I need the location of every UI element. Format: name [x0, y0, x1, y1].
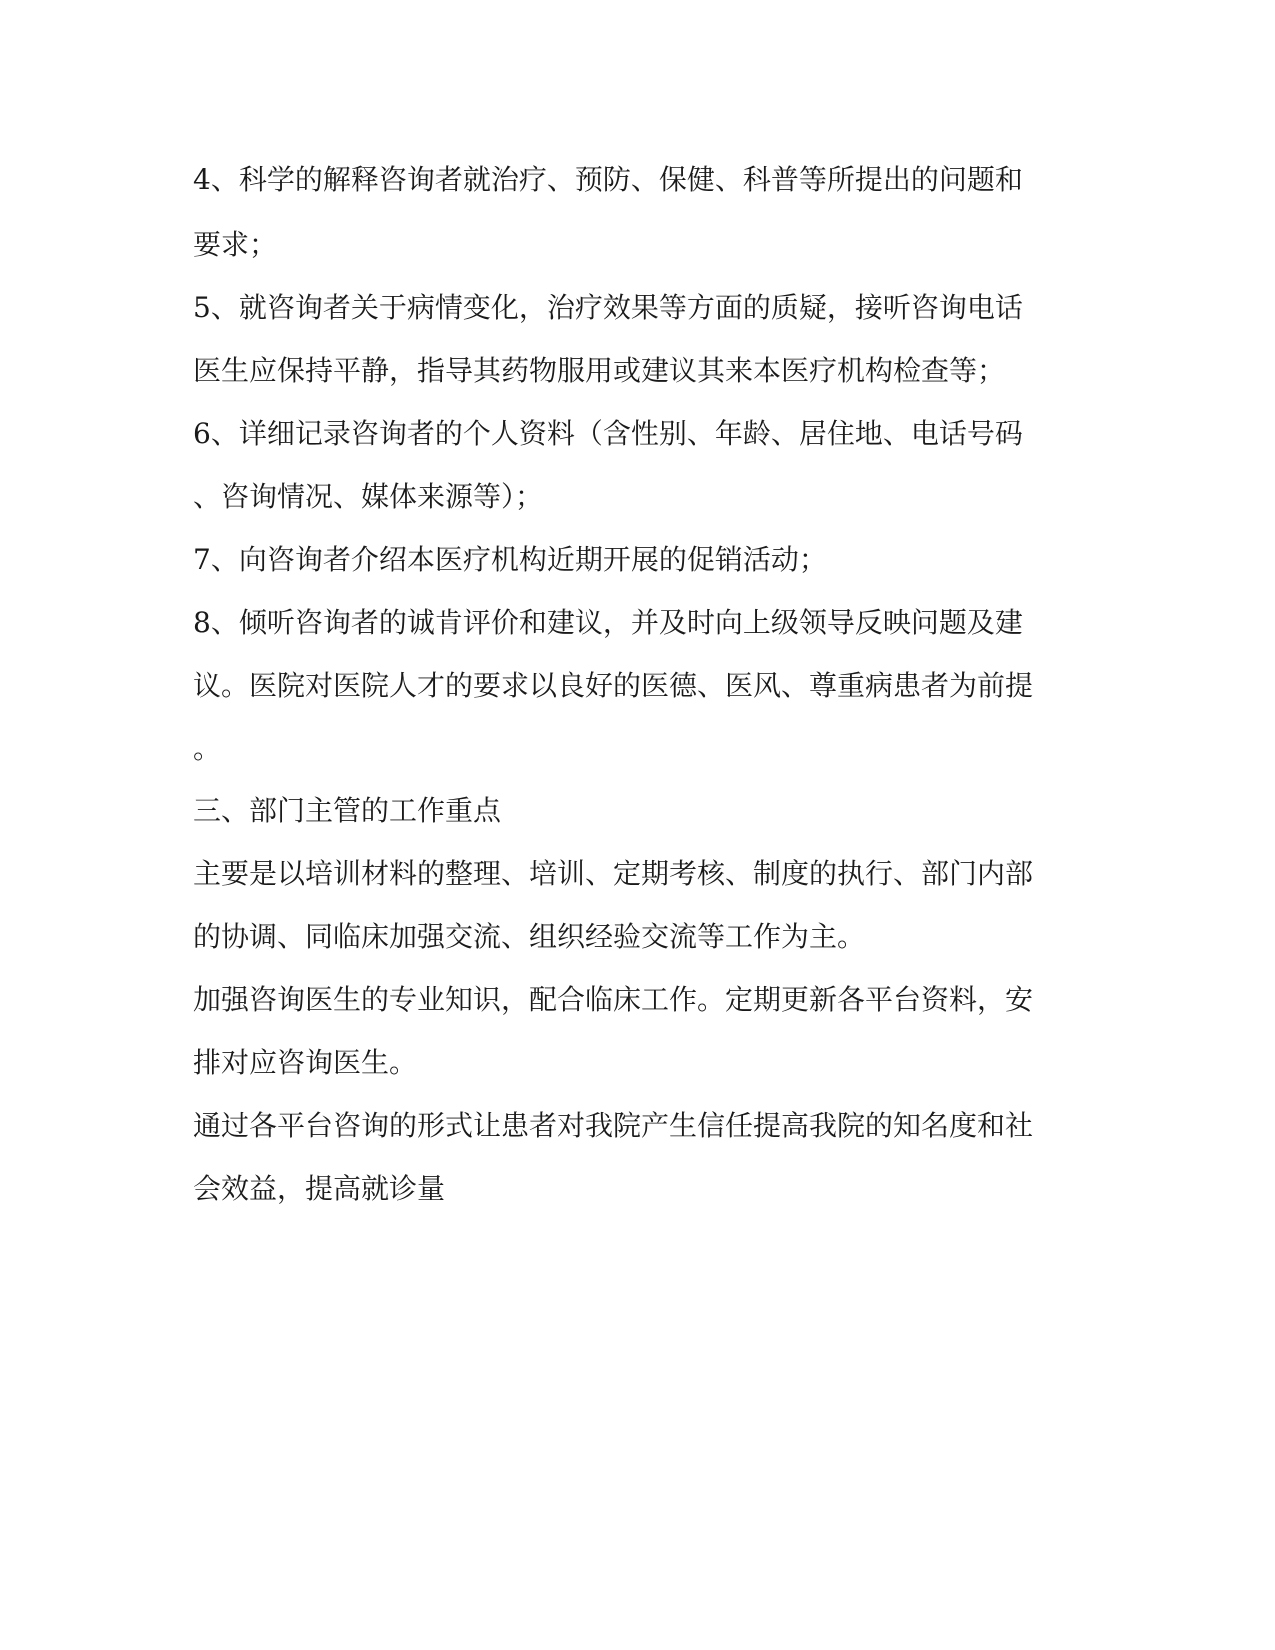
text-line: 。	[193, 732, 222, 765]
text-line: 6、详细记录咨询者的个人资料（含性别、年龄、居住地、电话号码	[193, 417, 1023, 450]
text-line: 要求；	[193, 228, 278, 261]
text-line: 5、就咨询者关于病情变化，治疗效果等方面的质疑，接听咨询电话	[193, 291, 1023, 324]
text-line: 8、倾听咨询者的诚肯评价和建议，并及时向上级领导反映问题及建	[193, 606, 1023, 639]
text-line: 7、向咨询者介绍本医疗机构近期开展的促销活动；	[193, 543, 827, 576]
text-line: 加强咨询医生的专业知识，配合临床工作。定期更新各平台资料，安	[193, 983, 1034, 1016]
text-line: 通过各平台咨询的形式让患者对我院产生信任提高我院的知名度和社	[193, 1109, 1034, 1142]
text-line: 、咨询情况、媒体来源等）；	[193, 480, 544, 513]
text-line: 的协调、同临床加强交流、组织经验交流等工作为主。	[193, 920, 866, 953]
text-line: 4、科学的解释咨询者就治疗、预防、保健、科普等所提出的问题和	[193, 163, 1023, 196]
text-line: 主要是以培训材料的整理、培训、定期考核、制度的执行、部门内部	[193, 857, 1034, 890]
text-line: 医生应保持平静，指导其药物服用或建议其来本医疗机构检查等；	[193, 354, 1006, 387]
text-line: 会效益，提高就诊量	[193, 1172, 446, 1205]
section-heading: 三、部门主管的工作重点	[193, 794, 502, 827]
text-line: 排对应咨询医生。	[193, 1046, 418, 1079]
text-line: 议。医院对医院人才的要求以良好的医德、医风、尊重病患者为前提	[193, 669, 1034, 702]
